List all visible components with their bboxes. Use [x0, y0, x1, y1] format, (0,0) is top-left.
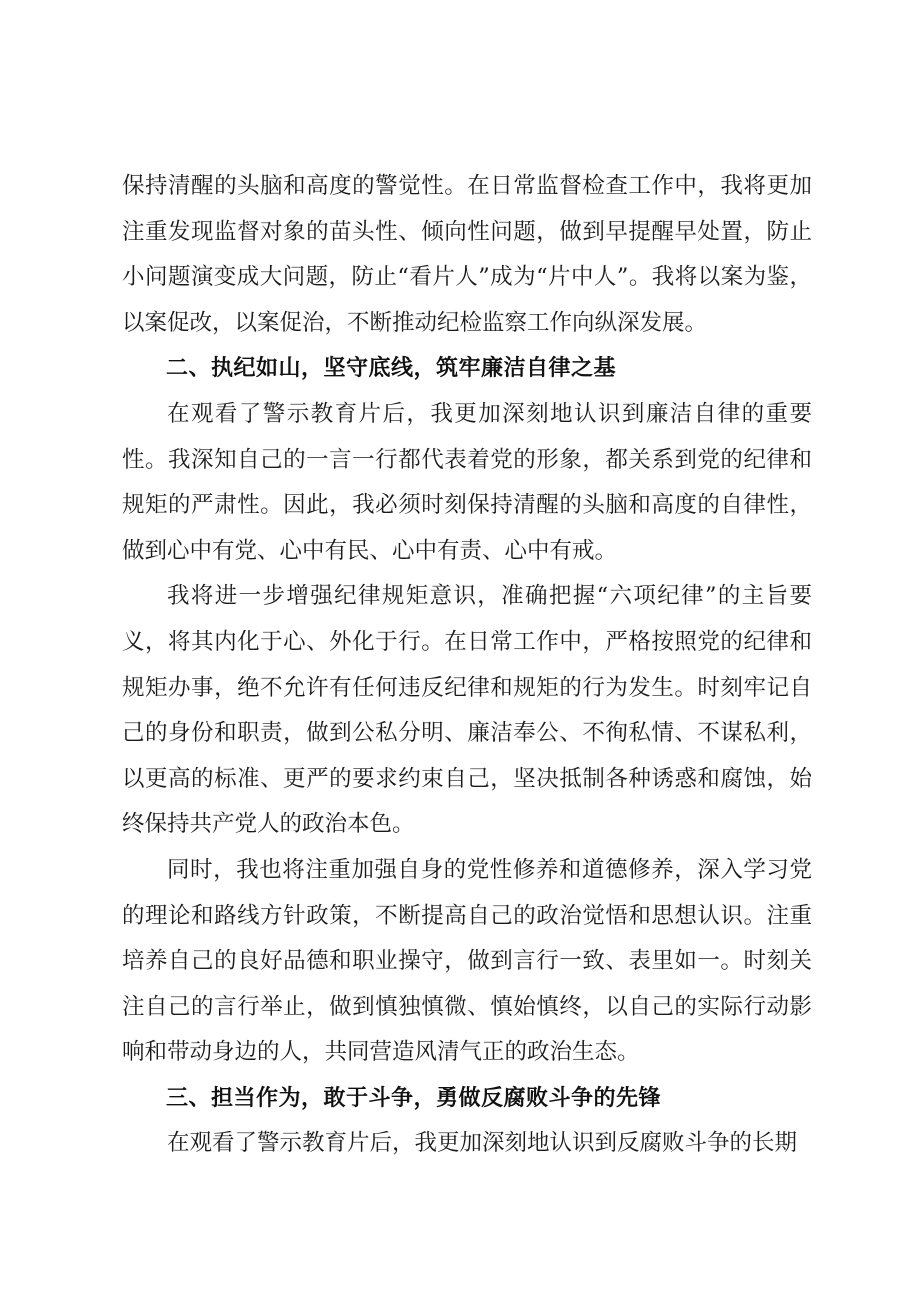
body-paragraph: 同时，我也将注重加强自身的党性修养和道德修养，深入学习党的理论和路线方针政策，不断提高自己的政治觉悟和思想认识。注重培养自己的良好品德和职业操守，做到言行一致、表里如一。时刻关注自己的言行举止，做到慎独慎微、慎始慎终，以自己的实际行动影响和带动身边的人，共同营造风清气正的政治生态。 [122, 856, 812, 1066]
body-paragraph: 在观看了警示教育片后，我更加深刻地认识到反腐败斗争的长期 [167, 1130, 798, 1157]
document-body [122, 164, 812, 1167]
section-heading: 二、执纪如山，坚守底线，筑牢廉洁自律之基 [166, 356, 617, 382]
section-heading: 三、担当作为，敢于斗争，勇做反腐败斗争的先锋 [166, 1085, 662, 1111]
body-paragraph: 在观看了警示教育片后，我更加深刻地认识到廉洁自律的重要性。我深知自己的一言一行都代表着党的形象，都关系到党的纪律和规矩的严肃性。因此，我必须时刻保持清醒的头脑和高度的自律性，做到心中有党、心中有民、心中有责、心中有戒。 [122, 400, 812, 564]
body-paragraph: 我将进一步增强纪律规矩意识，准确把握“六项纪律”的主旨要义，将其内化于心、外化于行。在日常工作中，严格按照党的纪律和规矩办事，绝不允许有任何违反纪律和规矩的行为发生。时刻牢记自己的身份和职责，做到公私分明、廉洁奉公、不徇私情、不谋私利，以更高的标准、更严的要求约束自己，坚决抵制各种诱惑和腐蚀，始终保持共产党人的政治本色。 [122, 583, 812, 838]
body-paragraph: 保持清醒的头脑和高度的警觉性。在日常监督检查工作中，我将更加注重发现监督对象的苗头性、倾向性问题，做到早提醒早处置，防止小问题演变成大问题，防止“看片人”成为“片中人”。我将以案为鉴，以案促改，以案促治，不断推动纪检监察工作向纵深发展。 [122, 173, 812, 336]
